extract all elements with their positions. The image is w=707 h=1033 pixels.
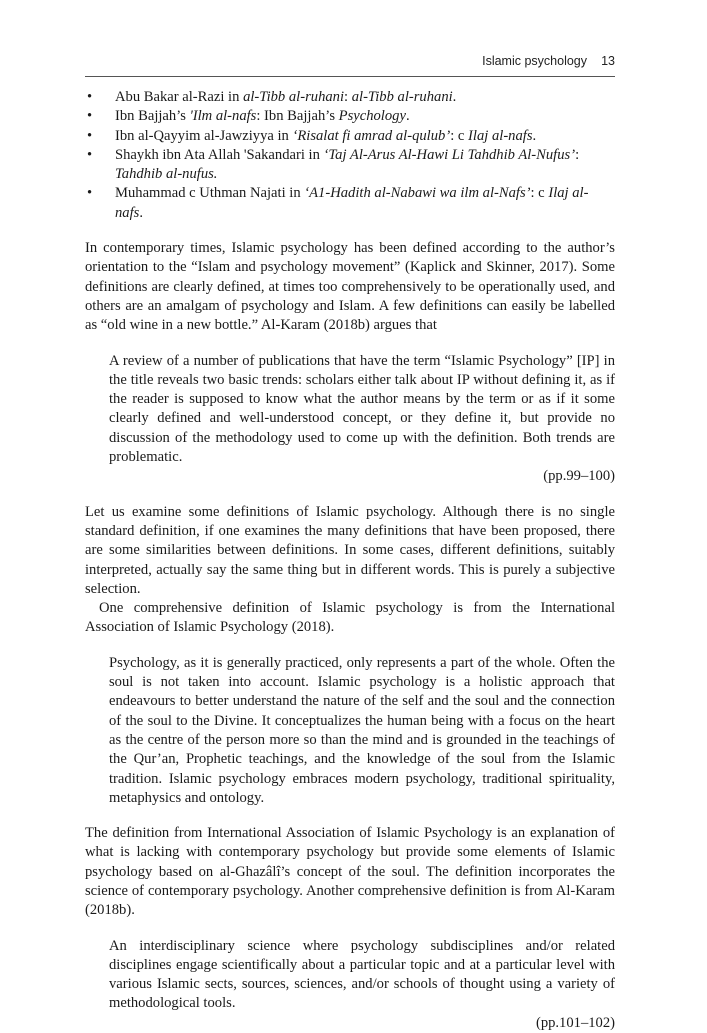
block-quote-al-karam	[85, 352, 615, 487]
list-item: • Abu Bakar al-Razi in al-Tibb al-ruhani: al-Tibb al-ruhani.	[85, 88, 615, 107]
reference-list	[85, 88, 615, 223]
paragraph-intro: In contemporary times, Islamic psychology has been defined according to the author’s orientation to the “Islam and psychology movement” (Kaplick and Skinner, 2017). Some definitions are clearly defined, at times too comprehensively to be operationally used, and others are an amalgam of psychology and Islam. A few definitions can easily be labelled as “old wine in a new bottle.” Al-Karam (2018b) argues that	[85, 240, 615, 334]
quote-citation: (pp.99–100)	[543, 468, 615, 485]
paragraph-definitions: Let us examine some definitions of Islamic psychology. Although there is no single standard definition, if one examines the many definitions that have been proposed, there are some similarities between definitions. In some cases, different definitions, suitably interpreted, actually say the same thing but in different words. This is purely a subjective selection.	[85, 503, 615, 597]
quote-text: Psychology, as it is generally practiced, only represents a part of the whole. Often the soul is not taken into account. Islamic psychology is a holistic approach that endeavours to better understand the nature of the self and the soul and the connection of the soul to the Divine. It conceptualizes the human being with a focus on the heart as the centre of the person more so than the mind and is grounded in the teachings of the Qur’an, Prophetic teachings, and the knowledge of the soul from the Islamic tradition. Islamic psychology embraces modern psychology, traditional spirituality, metaphysics and ontology.	[109, 654, 615, 806]
list-item: • Muhammad c Uthman Najati in ‘A1-Hadith al-Nabawi wa ilm al-Nafs’: c Ilaj al-nafs.	[85, 184, 615, 223]
running-title: Islamic psychology	[482, 54, 587, 68]
block-quote-definition	[85, 937, 615, 1033]
list-item: • Ibn Bajjah’s 'Ilm al-nafs: Ibn Bajjah’s Psychology.	[85, 107, 615, 126]
block-quote-iaip	[85, 654, 615, 808]
quote-citation: (pp.101–102)	[535, 1014, 615, 1031]
quote-text: An interdisciplinary science where psychology subdisciplines and/or related disciplines engage scientifically about a particular topic and at a particular level with various Islamic sects, sources, sciences, and/or schools of thought using a variety of methodological tools.	[109, 937, 615, 1012]
running-header	[85, 52, 615, 77]
paragraph-iaip: One comprehensive definition of Islamic psychology is from the International Association of Islamic Psychology (2018).	[85, 600, 615, 636]
list-item: • Shaykh ibn Ata Allah 'Sakandari in ‘Taj Al-Arus Al-Hawi Li Tahdhib Al-Nufus’: Tahdhib al-nufus.	[85, 146, 615, 185]
paragraph-analysis: The definition from International Association of Islamic Psychology is an explanation of what is lacking with contemporary psychology but provide some elements of Islamic psychology based on al-Ghazâlî’s concept of the soul. The definition incorporates the science of contemporary psychology. Another comprehensive definition is from Al-Karam (2018b).	[85, 825, 615, 919]
page-body	[85, 88, 615, 1033]
page-number: 13	[601, 54, 615, 68]
quote-text: A review of a number of publications that have the term “Islamic Psychology” [IP] in the title reveals two basic trends: scholars either talk about IP without defining it, as if the reader is supposed to know what the author means by the term or as if it some clearly defined and well-understood concept, or they define it, but provide no discussion of the methodology used to come up with the definition. Both trends are problematic.	[109, 352, 615, 466]
list-item: • Ibn al-Qayyim al-Jawziyya in ‘Risalat fi amrad al-qulub’: c Ilaj al-nafs.	[85, 127, 615, 146]
